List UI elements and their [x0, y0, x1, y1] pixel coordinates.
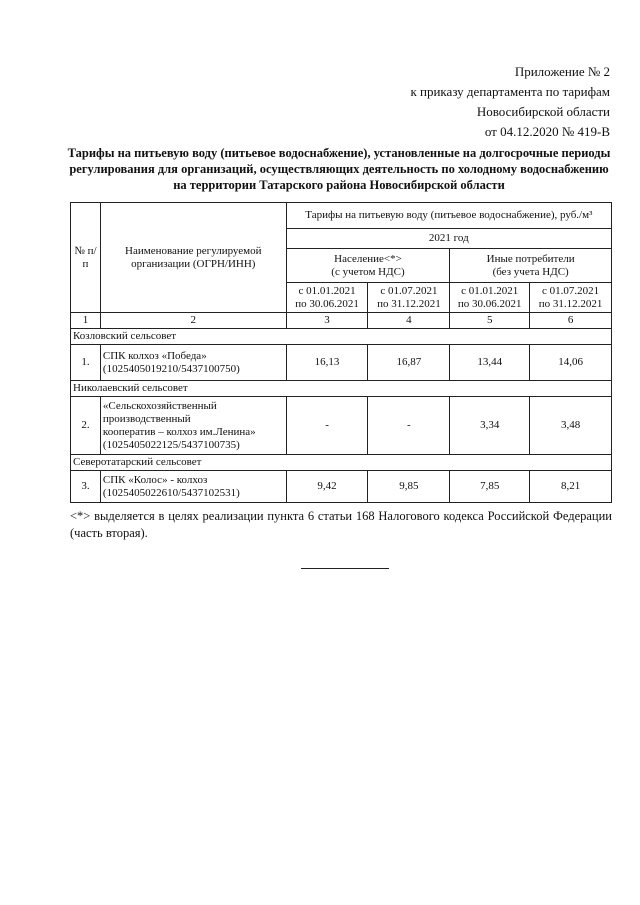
column-number: 5 [450, 313, 530, 329]
tariff-value: 3,48 [530, 397, 612, 455]
section-name: Козловский сельсовет [71, 329, 612, 345]
appendix-line: Новосибирской области [476, 104, 610, 119]
header-number: № п/п [71, 203, 101, 313]
column-number: 3 [286, 313, 368, 329]
header-tariff [286, 203, 611, 229]
period-cell: с 01.01.2021 по 30.06.2021 [450, 283, 530, 313]
header-year: 2021 год [286, 229, 611, 249]
section-name: Николаевский сельсовет [71, 381, 612, 397]
tariff-value: - [368, 397, 450, 455]
column-number-row [71, 313, 612, 329]
header-population-vat: (с учетом НДС) [331, 265, 405, 278]
header-population-label: Население<*> [334, 252, 402, 265]
period-cell: с 01.07.2021 по 31.12.2021 [368, 283, 450, 313]
header-population [286, 249, 450, 283]
table-row [71, 471, 612, 503]
row-number: 1. [71, 345, 101, 381]
organization-name: «Сельскохозяйственный производственный кооператив – колхоз им.Ленина» (1025405022125/5437100735) [100, 397, 286, 455]
header-other [450, 249, 612, 283]
row-number: 3. [71, 471, 101, 503]
section-row [71, 381, 612, 397]
tariff-value: 3,34 [450, 397, 530, 455]
period-cell: с 01.07.2021 по 31.12.2021 [530, 283, 612, 313]
tariff-value: - [286, 397, 368, 455]
section-row [71, 455, 612, 471]
tariff-value: 13,44 [450, 345, 530, 381]
column-number: 1 [71, 313, 101, 329]
tariff-value: 8,21 [530, 471, 612, 503]
tariff-value: 16,87 [368, 345, 450, 381]
organization-name: СПК колхоз «Победа» (1025405019210/5437100750) [100, 345, 286, 381]
period-cell: с 01.01.2021 по 30.06.2021 [286, 283, 368, 313]
appendix-line: Приложение № 2 [514, 64, 610, 79]
header-tariff-text: Тарифы на питьевую воду (питьевое водоснабжение), руб./м³ [305, 209, 593, 221]
footnote: <*> выделяется в целях реализации пункта 6 статьи 168 Налогового кодекса Российской Федерации (часть вторая). [70, 509, 612, 540]
tariff-value: 9,42 [286, 471, 368, 503]
header-other-vat: (без учета НДС) [492, 265, 569, 278]
header-other-label: Иные потребители [486, 252, 575, 265]
header-organization: Наименование регулируемой организации (ОГРН/ИНН) [100, 203, 286, 313]
table-row [71, 397, 612, 455]
document-title: Тарифы на питьевую воду (питьевое водоснабжение), установленные на долгосрочные периоды регулирования для организаций, осуществляющих деятельность по холодному водоснабжению на территории Татарского района Новосибирской области [67, 146, 611, 192]
tariff-value: 9,85 [368, 471, 450, 503]
tariff-value: 7,85 [450, 471, 530, 503]
column-number: 4 [368, 313, 450, 329]
appendix-line: к приказу департамента по тарифам [410, 84, 610, 99]
column-number: 2 [100, 313, 286, 329]
column-number: 6 [530, 313, 612, 329]
section-row [71, 329, 612, 345]
appendix-line: от 04.12.2020 № 419-В [484, 124, 610, 139]
appendix-block [410, 62, 610, 142]
tariff-table [70, 202, 612, 503]
divider-line [301, 568, 389, 569]
organization-name: СПК «Колос» - колхоз (1025405022610/5437102531) [100, 471, 286, 503]
section-name: Северотатарский сельсовет [71, 455, 612, 471]
row-number: 2. [71, 397, 101, 455]
tariff-value: 14,06 [530, 345, 612, 381]
tariff-value: 16,13 [286, 345, 368, 381]
table-row [71, 345, 612, 381]
